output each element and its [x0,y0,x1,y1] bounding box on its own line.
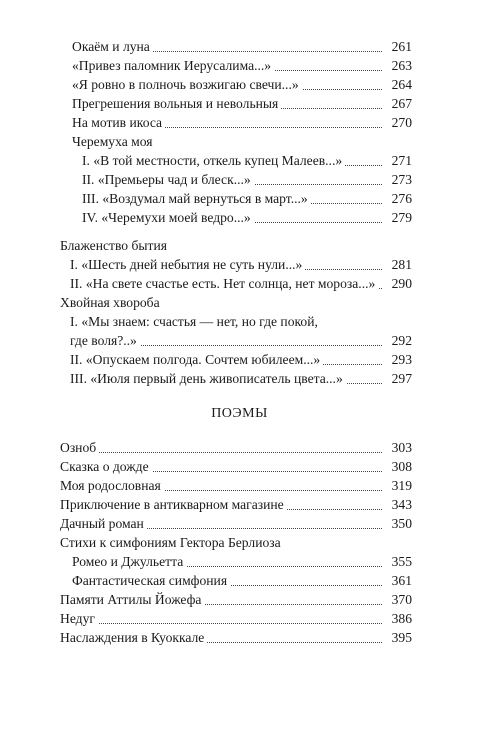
toc-entry [60,591,412,609]
entry-title: Наслаждения в Куоккале [60,629,207,647]
toc-entry [72,38,412,56]
entry-title: Памяти Аттилы Йожефа [60,591,204,609]
entry-title: Озноб [60,439,99,457]
entry-page-number: 264 [389,76,412,94]
entry-title: Фантастическая симфония [72,572,230,590]
toc-entry [60,477,412,495]
toc-group-heading: Хвойная хворoба [60,295,160,310]
toc-entry [60,610,412,628]
toc-group-heading: Блаженство бытия [60,238,167,253]
toc-entry [82,152,412,170]
entry-title: Ромео и Джульетта [72,553,186,571]
toc-entry [72,572,412,590]
entry-page-number: 261 [389,38,412,56]
entry-page-number: 276 [389,190,412,208]
dot-leader [60,623,382,624]
entry-title: Недуг [60,610,98,628]
toc-entry [60,629,412,647]
toc-entry [72,95,412,113]
toc-entry [70,370,412,388]
toc-group-heading: Черемуха моя [72,134,153,149]
toc-entry-title-line: I. «Мы знаем: счастья — нет, но где покой, [70,314,318,329]
section-heading: ПОЭМЫ [211,406,268,421]
dot-leader [60,452,382,453]
entry-page-number: 361 [389,572,412,590]
entry-title: II. «Опускаем полгода. Сочтем юбилеем...» [70,351,323,369]
entry-page-number: 297 [389,370,412,388]
toc-entry [72,114,412,132]
entry-title: Дачный роман [60,515,147,533]
entry-title: II. «Премьеры чад и блеск...» [82,171,254,189]
entry-title: I. «В той местности, откель купец Малеев...» [82,152,345,170]
entry-page-number: 350 [389,515,412,533]
entry-page-number: 386 [389,610,412,628]
entry-page-number: 370 [389,591,412,609]
entry-title: III. «Июля первый день живописатель цвета...» [70,370,346,388]
entry-title: IV. «Черемухи моей ведро...» [82,209,254,227]
entry-page-number: 292 [389,332,412,350]
entry-title: На мотив икоса [72,114,165,132]
entry-page-number: 290 [389,275,412,293]
entry-title: «Привез паломник Иерусалима...» [72,57,274,75]
toc-entry [60,515,412,533]
toc-entry [72,76,412,94]
entry-title: где воля?..» [70,332,140,350]
entry-page-number: 267 [389,95,412,113]
entry-page-number: 395 [389,629,412,647]
entry-title: Приключение в антикварном магазине [60,496,287,514]
toc-entry [72,553,412,571]
toc-entry [70,256,412,274]
entry-title: «Я ровно в полночь возжигаю свечи...» [72,76,302,94]
toc-entry [82,190,412,208]
entry-page-number: 355 [389,553,412,571]
entry-title: II. «На свете счастье есть. Нет солнца, нет мороза...» [70,275,378,293]
entry-title: Окаём и луна [72,38,153,56]
toc-group-heading: Стихи к симфониям Гектора Берлиоза [60,535,281,550]
entry-title: Сказка о дожде [60,458,152,476]
entry-title: I. «Шесть дней небытия не суть нули...» [70,256,305,274]
entry-title: Моя родословная [60,477,164,495]
toc-entry [60,496,412,514]
toc-entry [60,458,412,476]
entry-page-number: 303 [389,439,412,457]
entry-title: Прегрешения вольныя и невольныя [72,95,281,113]
entry-page-number: 271 [389,152,412,170]
toc-entry [70,351,412,369]
entry-page-number: 343 [389,496,412,514]
toc-entry [70,332,412,350]
toc-entry [60,439,412,457]
toc-entry [70,275,412,293]
entry-page-number: 273 [389,171,412,189]
entry-page-number: 293 [389,351,412,369]
entry-page-number: 281 [389,256,412,274]
entry-page-number: 270 [389,114,412,132]
entry-page-number: 279 [389,209,412,227]
entry-page-number: 308 [389,458,412,476]
toc-entry [82,171,412,189]
toc-entry [82,209,412,227]
entry-page-number: 263 [389,57,412,75]
toc-entry [72,57,412,75]
entry-title: III. «Воздумал май вернуться в март...» [82,190,311,208]
entry-page-number: 319 [389,477,412,495]
